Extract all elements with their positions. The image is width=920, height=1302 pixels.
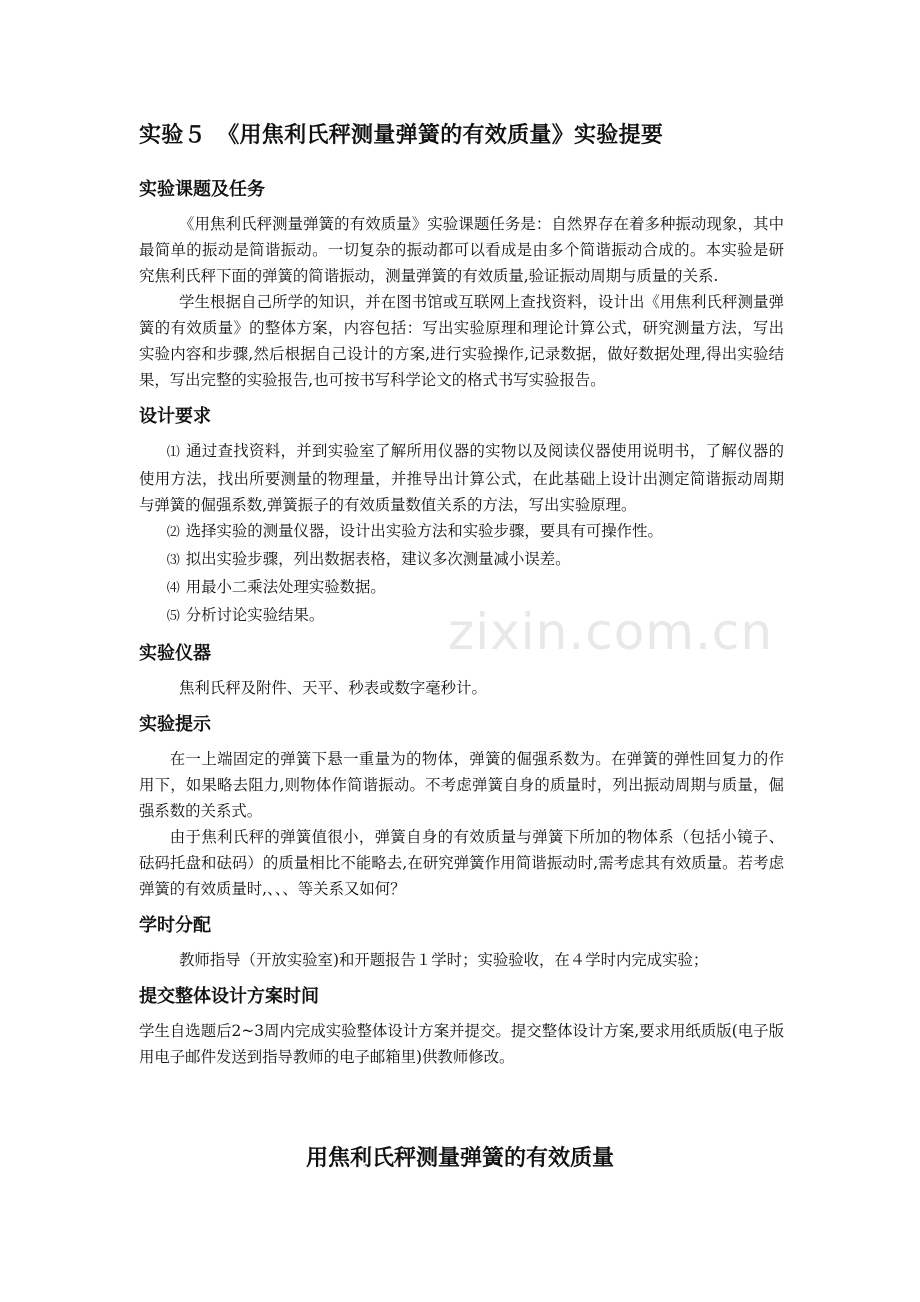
requirement-number: ⑵ [166,525,180,540]
requirement-number: ⑶ [166,553,180,568]
requirement-item-3 [139,546,784,574]
section-heading-task: 实验课题及任务 [139,179,265,200]
requirement-item-5 [139,602,784,630]
requirement-item-1 [139,438,784,518]
section-submission [139,982,784,1070]
requirement-text: 通过查找资料，并到实验室了解所用仪器的实物以及阅读仪器使用说明书，了解仪器的使用方法，找出所要测量的物理量，并推导出计算公式，在此基础上设计出测定简谐振动周期与弹簧的倔强系数,弹簧振子的有效质量数值关系的方法，写出实验原理。 [139,442,784,514]
hints-paragraph-2: 由于焦利氏秤的弹簧值很小，弹簧自身的有效质量与弹簧下所加的物体系（包括小镜子、砝码托盘和砝码）的质量相比不能略去,在研究弹簧作用简谐振动时,需考虑其有效质量。若考虑弹簧的有效质量时,、、、等关系又如何？ [139,828,784,898]
hours-paragraph: 教师指导（开放实验室)和开题报告１学时；实验验收，在４学时内完成实验； [179,951,709,969]
document-body [139,118,784,1079]
section-heading-design: 设计要求 [139,406,211,427]
requirements-list [139,438,784,630]
document-subtitle: 用焦利氏秤测量弹簧的有效质量 [305,1146,614,1171]
requirement-text: 拟出实验步骤，列出数据表格，建议多次测量减小误差。 [185,550,571,568]
task-paragraph-1: 《用焦利氏秤测量弹簧的有效质量》实验课题任务是：自然界存在着多种振动现象，其中最简单的振动是简谐振动。一切复杂的振动都可以看成是由多个简谐振动合成的。本实验是研究焦利氏秤下面的弹簧的简谐振动，测量弹簧的有效质量,验证振动周期与质量的关系. [139,215,784,285]
section-hints [139,710,784,902]
section-heading-hours: 学时分配 [139,915,211,936]
requirement-number: ⑴ [166,445,181,460]
section-heading-instruments: 实验仪器 [139,643,211,664]
task-paragraph-2: 学生根据自己所学的知识，并在图书馆或互联网上查找资料，设计出《用焦利氏秤测量弹簧的有效质量》的整体方案，内容包括：写出实验原理和理论计算公式，研究测量方法，写出实验内容和步骤,然后根据自己设计的方案,进行实验操作,记录数据，做好数据处理,得出实验结果，写出完整的实验报告,也可按书写科学论文的格式书写实验报告。 [139,293,784,389]
requirement-text: 用最小二乘法处理实验数据。 [185,578,386,596]
section-heading-hints: 实验提示 [139,714,211,735]
section-task [139,175,784,393]
document-title: 实验５ 《用焦利氏秤测量弹簧的有效质量》实验提要 [139,123,664,148]
watermark: zixin.com.cn [448,603,774,661]
section-heading-submission: 提交整体设计方案时间 [139,986,319,1007]
requirement-number: ⑸ [166,609,180,624]
requirement-item-2 [139,518,784,546]
requirement-text: 选择实验的测量仪器，设计出实验方法和实验步骤，要具有可操作性。 [185,522,663,540]
requirement-item-4 [139,574,784,602]
hints-paragraph-1: 在一上端固定的弹簧下悬一重量为的物体，弹簧的倔强系数为。在弹簧的弹性回复力的作用下，如果略去阻力,则物体作简谐振动。不考虑弹簧自身的质量时，列出振动周期与质量，倔强系数的关系式。 [139,750,784,820]
requirement-text: 分析讨论实验结果。 [185,606,325,624]
section-hours [139,911,784,973]
section-instruments [139,639,784,701]
requirement-number: ⑷ [166,581,180,596]
section-design-requirements [139,402,784,630]
submission-paragraph: 学生自选题后2~3周内完成实验整体设计方案并提交。提交整体设计方案,要求用纸质版(电子版用电子邮件发送到指导教师的电子邮箱里)供教师修改。 [139,1022,784,1066]
instruments-paragraph: 焦利氏秤及附件、天平、秒表或数字毫秒计。 [179,679,487,697]
